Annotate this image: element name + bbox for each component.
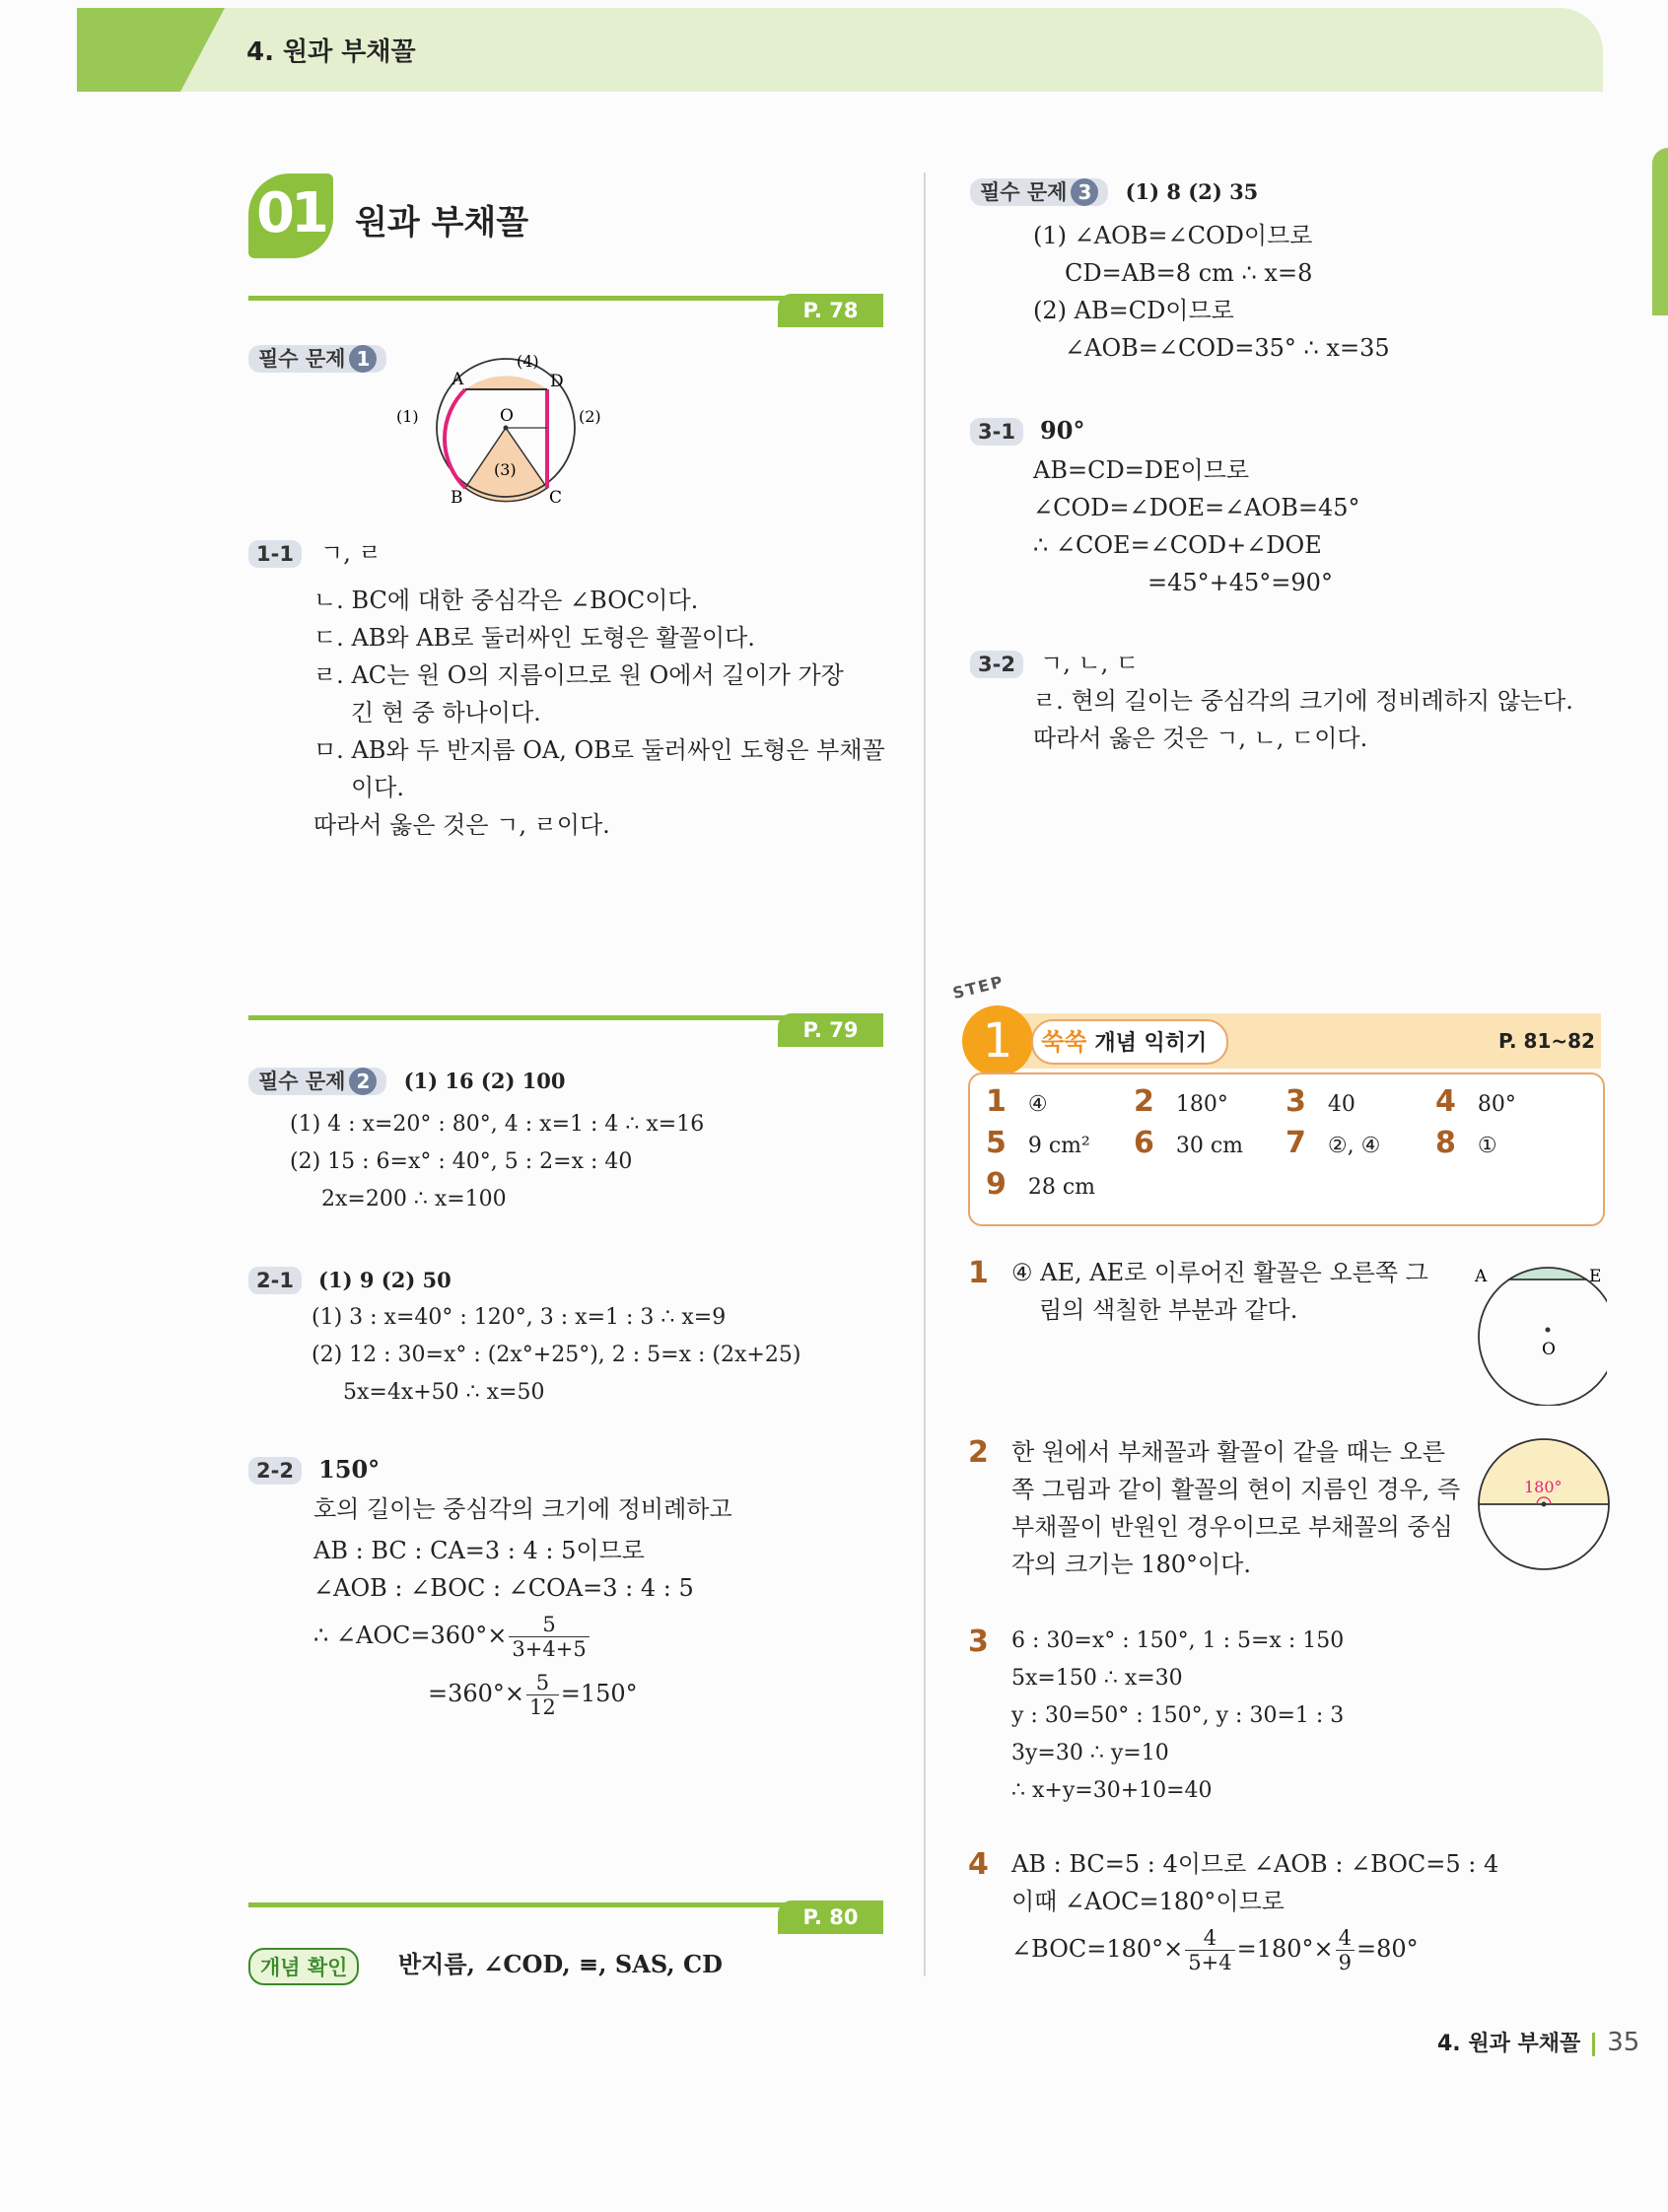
solution-line: 따라서 옳은 것은 ㄱ, ㄴ, ㄷ이다. (1033, 725, 1368, 752)
expr: =150° (560, 1680, 638, 1707)
q3-1-solution (1033, 451, 1360, 601)
answer-item: 1 ④ (986, 1084, 1048, 1119)
solution-line: AB=CD=DE이므로 (1033, 456, 1250, 484)
solution-line: (1) ∠AOB=∠COD이므로 (1033, 222, 1313, 249)
solution-line: ∠COD=∠DOE=∠AOB=45° (1033, 494, 1360, 521)
solution-line: ㄷ. AB와 AB로 둘러싸인 도형은 활꼴이다. (313, 624, 755, 652)
q1-badge: 필수 문제 1 (248, 345, 386, 373)
solution-line: 호의 길이는 중심각의 크기에 정비례하고 (313, 1495, 732, 1523)
fraction: $\frac{5}{3+4+5}$ (509, 1613, 589, 1661)
solution-line: ㄴ. BC에 대한 중심각은 ∠BOC이다. (313, 587, 699, 614)
circle (1479, 1268, 1607, 1406)
label-e: E (1589, 1267, 1602, 1286)
label-c: C (549, 488, 563, 505)
q2-2-label: 2-2 (248, 1457, 302, 1485)
solution-line: 쪽 그림과 같이 활꼴의 현이 지름인 경우, 즉 (1011, 1476, 1461, 1503)
q2-1-label: 2-1 (248, 1267, 302, 1294)
q3-2-header (970, 645, 1139, 682)
solution-line: 5x=150 ∴ x=30 (1011, 1666, 1183, 1691)
q1-1-solution (313, 582, 885, 844)
page-ref-p81: P. 81~82 (1498, 1029, 1595, 1053)
fraction: $\frac{4}{9}$ (1336, 1926, 1355, 1974)
solution-line: ∠AOB : ∠BOC : ∠COA=3 : 4 : 5 (313, 1574, 694, 1602)
solution-line: =45°+45°=90° (1147, 569, 1333, 596)
label-3: (3) (494, 460, 517, 479)
label-4: (4) (517, 352, 539, 371)
q3-2-answer: ㄱ, ㄴ, ㄷ (1040, 650, 1140, 677)
solution-line: 따라서 옳은 것은 ㄱ, ㄹ이다. (313, 811, 610, 839)
solution-line: AB : BC : CA=3 : 4 : 5이므로 (313, 1537, 645, 1564)
concept-check-answer: 반지름, ∠COD, ≡, SAS, CD (398, 1950, 723, 1978)
angle-label: 180° (1524, 1478, 1563, 1496)
q1-circle-figure (394, 347, 611, 505)
solution-line: (1) 3 : x=40° : 120°, 3 : x=1 : 3 ∴ x=9 (312, 1305, 727, 1330)
solution-line-fraction (313, 1671, 732, 1719)
expr: =360°× (428, 1680, 525, 1707)
solution-line: ∴ x+y=30+10=40 (1011, 1778, 1213, 1803)
q3-solution (1033, 217, 1390, 367)
solution-line: 5x=4x+50 ∴ x=50 (343, 1380, 545, 1405)
solution-line-fraction (1011, 1926, 1498, 1974)
solution-line: (2) 15 : 6=x° : 40°, 5 : 2=x : 40 (290, 1149, 633, 1174)
solution-line: AB : BC=5 : 4이므로 ∠AOB : ∠BOC=5 : 4 (1011, 1850, 1499, 1878)
solution-2-figure (1477, 1437, 1611, 1575)
footer-divider (1592, 2033, 1595, 2056)
q3-header (970, 173, 1258, 211)
solution-line: (2) AB=CD이므로 (1033, 297, 1234, 324)
solution-line: ④ AE, AE로 이루어진 활꼴은 오른쪽 그 (1011, 1259, 1428, 1286)
q2-1-solution (312, 1299, 800, 1412)
solution-line: 6 : 30=x° : 150°, 1 : 5=x : 150 (1011, 1628, 1345, 1653)
solution-line: 긴 현 중 하나이다. (351, 699, 541, 726)
answer-item: 2 180° (1134, 1084, 1228, 1119)
solution-line: ㅁ. AB와 두 반지름 OA, OB로 둘러싸인 도형은 부채꼴 (313, 736, 885, 764)
solution-4-number: 4 (968, 1847, 989, 1882)
q2-answer: (1) 16 (2) 100 (403, 1069, 566, 1093)
q3-2-label: 3-2 (970, 651, 1023, 678)
solution-line: y : 30=50° : 150°, y : 30=1 : 3 (1011, 1703, 1345, 1728)
answer-item: 4 80° (1435, 1084, 1516, 1119)
solution-line: (1) 4 : x=20° : 80°, 4 : x=1 : 4 ∴ x=16 (290, 1112, 705, 1137)
solution-line: ㄹ. AC는 원 O의 지름이므로 원 O에서 길이가 가장 (313, 661, 844, 689)
q2-2-solution (313, 1490, 732, 1719)
label-o: O (1542, 1340, 1556, 1359)
solution-3 (1011, 1623, 1344, 1810)
q2-2-header (248, 1451, 380, 1488)
answer-item: 7 ②, ④ (1286, 1126, 1381, 1160)
q3-1-answer: 90° (1040, 416, 1085, 445)
side-tab (1652, 148, 1668, 315)
answer-item: 5 9 cm² (986, 1126, 1090, 1160)
solution-line: (2) 12 : 30=x° : (2x°+25°), 2 : 5=x : (2x+25) (312, 1343, 801, 1367)
solution-3-number: 3 (968, 1624, 989, 1659)
step-title: 쑥쑥 개념 익히기 (1031, 1019, 1228, 1065)
page-ref-p79: P. 79 (778, 1013, 883, 1047)
q1-1-label: 1-1 (248, 540, 302, 568)
label-a: A (452, 370, 464, 389)
solution-line: 부채꼴이 반원인 경우이므로 부채꼴의 중심 (1011, 1513, 1453, 1541)
center-o (1546, 1328, 1551, 1333)
solution-line: CD=AB=8 cm ∴ x=8 (1065, 259, 1313, 287)
segment-4 (465, 376, 547, 389)
fraction: $\frac{4}{5+4}$ (1185, 1926, 1234, 1974)
solution-line: 이때 ∠AOC=180°이므로 (1011, 1888, 1285, 1915)
solution-line: 한 원에서 부채꼴과 활꼴이 같을 때는 오른 (1011, 1438, 1445, 1466)
label-a: A (1475, 1267, 1488, 1286)
q3-answer: (1) 8 (2) 35 (1125, 179, 1259, 204)
solution-line: 2x=200 ∴ x=100 (321, 1187, 507, 1211)
step-number: 1 (962, 1005, 1033, 1076)
expr: =180°× (1236, 1935, 1334, 1963)
answer-item: 9 28 cm (986, 1167, 1096, 1202)
q2-badge: 필수 문제 2 (248, 1068, 386, 1095)
q1-1-answer: ㄱ, ㄹ (320, 539, 382, 567)
q2-header (248, 1063, 566, 1100)
q3-1-header (970, 412, 1084, 449)
answer-item: 6 30 cm (1134, 1126, 1244, 1160)
label-1: (1) (396, 407, 419, 426)
section-title: 원과 부채꼴 (355, 203, 529, 242)
label-2: (2) (579, 407, 601, 426)
answer-item: 8 ① (1435, 1126, 1497, 1160)
label-o: O (500, 406, 514, 426)
chapter-title: 4. 원과 부채꼴 (246, 37, 416, 67)
q3-1-label: 3-1 (970, 418, 1023, 446)
solution-line: ∠AOB=∠COD=35° ∴ x=35 (1065, 334, 1390, 362)
arc-1 (445, 389, 465, 488)
page-ref-p80: P. 80 (778, 1901, 883, 1934)
q2-2-answer: 150° (318, 1455, 381, 1484)
solution-line: 각의 크기는 180°이다. (1011, 1551, 1251, 1578)
column-divider (924, 173, 926, 1976)
center-o (504, 426, 509, 431)
step-word: STEP (950, 971, 1007, 1003)
q2-1-header (248, 1262, 452, 1299)
solution-line-fraction (313, 1613, 732, 1661)
expr: ∠BOC=180°× (1011, 1935, 1184, 1963)
q1-label (248, 343, 386, 373)
q1-1-header (248, 534, 382, 572)
fraction: $\frac{5}{12}$ (526, 1671, 559, 1719)
q3-badge: 필수 문제 3 (970, 178, 1108, 206)
page-ref-p78: P. 78 (778, 294, 883, 327)
page-footer (1437, 2027, 1639, 2057)
solution-4 (1011, 1845, 1498, 1974)
concept-check-label: 개념 확인 (248, 1948, 359, 1985)
solution-1 (1011, 1254, 1428, 1329)
q3-2-solution (1033, 682, 1573, 757)
solution-2-number: 2 (968, 1435, 989, 1470)
solution-1-number: 1 (968, 1256, 989, 1290)
expr: ∴ ∠AOC=360°× (313, 1622, 508, 1649)
solution-line: 3y=30 ∴ y=10 (1011, 1741, 1169, 1765)
center-o (1542, 1502, 1547, 1507)
solution-line: 림의 색칠한 부분과 같다. (1039, 1296, 1298, 1324)
label-d: D (550, 372, 564, 391)
expr: =80° (1356, 1935, 1419, 1963)
section-number: 01 (248, 173, 333, 258)
answer-item: 3 40 (1286, 1084, 1355, 1119)
solution-line: ㄹ. 현의 길이는 중심각의 크기에 정비례하지 않는다. (1033, 687, 1573, 715)
label-b: B (451, 488, 463, 505)
q2-1-answer: (1) 9 (2) 50 (318, 1268, 452, 1292)
footer-chapter: 4. 원과 부채꼴 (1437, 2032, 1581, 2056)
solution-2 (1011, 1433, 1460, 1583)
q2-solution (290, 1106, 704, 1218)
solution-1-figure (1469, 1258, 1607, 1406)
solution-line: 이다. (351, 774, 404, 801)
solution-line: ∴ ∠COE=∠COD+∠DOE (1033, 531, 1322, 559)
page-number: 35 (1607, 2028, 1640, 2057)
